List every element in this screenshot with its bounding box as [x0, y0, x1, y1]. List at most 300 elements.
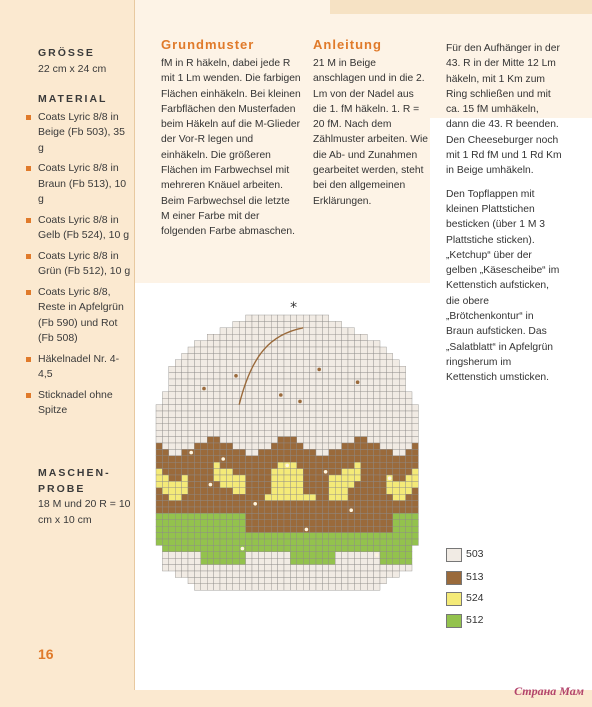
chart-cell: [226, 520, 232, 526]
chart-cell: [271, 552, 277, 558]
chart-cell: [246, 360, 252, 366]
chart-cell: [233, 424, 239, 430]
chart-cell: [380, 405, 386, 411]
chart-cell: [258, 392, 264, 398]
chart-cell: [374, 539, 380, 545]
chart-cell: [342, 456, 348, 462]
chart-cell: [303, 373, 309, 379]
chart-cell: [207, 501, 213, 507]
chart-cell: [342, 481, 348, 487]
chart-cell: [220, 494, 226, 500]
chart-cell: [246, 411, 252, 417]
chart-cell: [361, 411, 367, 417]
chart-cell: [399, 392, 405, 398]
chart-cell: [303, 488, 309, 494]
chart-cell: [303, 501, 309, 507]
chart-cell: [207, 347, 213, 353]
chart-cell: [169, 469, 175, 475]
chart-cell: [342, 526, 348, 532]
chart-cell: [214, 501, 220, 507]
chart-cell: [406, 513, 412, 519]
chart-cell: [335, 456, 341, 462]
chart-cell: [258, 360, 264, 366]
chart-cell: [226, 584, 232, 590]
chart-cell: [322, 494, 328, 500]
chart-cell: [335, 360, 341, 366]
chart-cell: [246, 321, 252, 327]
chart-cell: [226, 481, 232, 487]
chart-cell: [354, 398, 360, 404]
chart-cell: [284, 475, 290, 481]
chart-cell: [386, 424, 392, 430]
chart-cell: [412, 526, 418, 532]
chart-cell: [348, 520, 354, 526]
chart-cell: [399, 565, 405, 571]
chart-cell: [278, 481, 284, 487]
chart-cell: [284, 577, 290, 583]
chart-cell: [342, 533, 348, 539]
chart-cell: [194, 475, 200, 481]
chart-cell: [348, 379, 354, 385]
chart-cell: [393, 360, 399, 366]
chart-cell: [361, 501, 367, 507]
chart-cell: [182, 456, 188, 462]
chart-cell: [412, 411, 418, 417]
chart-cell: [284, 520, 290, 526]
chart-cell: [156, 501, 162, 507]
chart-cell: [348, 456, 354, 462]
chart-cell: [233, 481, 239, 487]
chart-cell: [335, 392, 341, 398]
chart-cell: [278, 341, 284, 347]
chart-cell: [335, 411, 341, 417]
chart-cell: [188, 488, 194, 494]
chart-cell: [284, 360, 290, 366]
chart-cell: [201, 545, 207, 551]
chart-cell: [297, 520, 303, 526]
chart-cell: [246, 526, 252, 532]
chart-cell: [207, 469, 213, 475]
chart-cell: [310, 437, 316, 443]
chart-cell: [214, 571, 220, 577]
chart-cell: [201, 341, 207, 347]
chart-cell: [380, 353, 386, 359]
chart-cell: [361, 437, 367, 443]
chart-cell: [182, 385, 188, 391]
chart-cell: [258, 430, 264, 436]
chart-cell: [348, 552, 354, 558]
chart-cell: [329, 558, 335, 564]
chart-cell: [284, 373, 290, 379]
chart-cell: [380, 539, 386, 545]
chart-cell: [367, 584, 373, 590]
chart-cell: [162, 392, 168, 398]
chart-cell: [182, 353, 188, 359]
chart-cell: [233, 430, 239, 436]
chart-cell: [290, 513, 296, 519]
chart-cell: [367, 417, 373, 423]
chart-cell: [316, 533, 322, 539]
chart-cell: [201, 513, 207, 519]
chart-cell: [380, 533, 386, 539]
chart-cell: [329, 430, 335, 436]
chart-cell: [194, 398, 200, 404]
chart-cell: [361, 398, 367, 404]
chart-cell: [348, 353, 354, 359]
chart-cell: [156, 533, 162, 539]
chart-cell: [214, 545, 220, 551]
chart-cell: [214, 469, 220, 475]
chart-cell: [271, 443, 277, 449]
material-item: Sticknadel ohne Spitze: [38, 388, 133, 419]
chart-cell: [290, 577, 296, 583]
chart-cell: [393, 475, 399, 481]
chart-cell: [310, 334, 316, 340]
chart-cell: [284, 545, 290, 551]
chart-cell: [239, 481, 245, 487]
chart-cell: [342, 443, 348, 449]
chart-cell: [342, 360, 348, 366]
chart-cell: [182, 449, 188, 455]
groesse-value: 22 cm x 24 cm: [38, 62, 107, 75]
chart-cell: [175, 481, 181, 487]
chart-cell: [290, 334, 296, 340]
chart-cell: [386, 565, 392, 571]
chart-cell: [220, 520, 226, 526]
chart-cell: [169, 430, 175, 436]
chart-cell: [252, 379, 258, 385]
chart-cell: [214, 360, 220, 366]
chart-cell: [406, 392, 412, 398]
chart-cell: [226, 443, 232, 449]
chart-cell: [194, 385, 200, 391]
chart-cell: [386, 443, 392, 449]
chart-cell: [335, 501, 341, 507]
chart-cell: [380, 437, 386, 443]
chart-cell: [188, 430, 194, 436]
chart-cell: [303, 347, 309, 353]
chart-cell: [188, 558, 194, 564]
chart-cell: [220, 481, 226, 487]
chart-cell: [220, 449, 226, 455]
chart-cell: [188, 456, 194, 462]
chart-cell: [310, 475, 316, 481]
chart-cell: [246, 328, 252, 334]
chart-cell: [354, 353, 360, 359]
chart-cell: [412, 533, 418, 539]
chart-cell: [201, 437, 207, 443]
anleitung-text: 21 M in Beige anschlagen und in die 2. Lm von der Nadel aus die 1. fM häkeln. 1. R = 20 fM. Nach dem Zählmuster arbeiten. Wie die Ab- und Zunahmen gearbeitet werden, steht bei den allgemeinen Erklärungen.: [313, 58, 429, 207]
chart-cell: [239, 584, 245, 590]
chart-cell: [406, 526, 412, 532]
chart-cell: [207, 430, 213, 436]
chart-cell: [169, 565, 175, 571]
chart-cell: [316, 328, 322, 334]
chart-cell: [310, 424, 316, 430]
chart-cell: [214, 475, 220, 481]
chart-cell: [169, 552, 175, 558]
chart-cell: [310, 315, 316, 321]
chart-cell: [182, 430, 188, 436]
chart-cell: [175, 545, 181, 551]
chart-cell: [252, 417, 258, 423]
chart-cell: [303, 437, 309, 443]
chart-cell: [297, 360, 303, 366]
chart-cell: [156, 449, 162, 455]
chart-cell: [316, 398, 322, 404]
chart-cell: [220, 443, 226, 449]
chart-cell: [258, 315, 264, 321]
chart-cell: [335, 494, 341, 500]
chart-cell: [374, 411, 380, 417]
chart-cell: [207, 366, 213, 372]
chart-cell: [393, 552, 399, 558]
chart-cell: [348, 539, 354, 545]
chart-cell: [322, 584, 328, 590]
chart-cell: [271, 360, 277, 366]
chart-cell: [412, 456, 418, 462]
chart-cell: [374, 385, 380, 391]
chart-cell: [297, 539, 303, 545]
chart-cell: [162, 526, 168, 532]
chart-cell: [348, 584, 354, 590]
chart-cell: [271, 488, 277, 494]
chart-cell: [310, 488, 316, 494]
chart-cell: [354, 571, 360, 577]
chart-cell: [201, 533, 207, 539]
chart-cell: [252, 584, 258, 590]
chart-cell: [226, 456, 232, 462]
chart-cell: [310, 520, 316, 526]
chart-cell: [374, 558, 380, 564]
chart-cell: [175, 430, 181, 436]
chart-cell: [207, 411, 213, 417]
chart-cell: [278, 456, 284, 462]
chart-cell: [239, 366, 245, 372]
chart-cell: [246, 507, 252, 513]
legend-label: 524: [466, 592, 484, 604]
chart-cell: [361, 565, 367, 571]
chart-cell: [393, 449, 399, 455]
chart-cell: [342, 558, 348, 564]
chart-cell: [271, 398, 277, 404]
chart-cell: [265, 513, 271, 519]
chart-cell: [393, 424, 399, 430]
chart-cell: [374, 545, 380, 551]
chart-cell: [194, 379, 200, 385]
chart-cell: [278, 488, 284, 494]
chart-cell: [226, 360, 232, 366]
chart-cell: [162, 417, 168, 423]
chart-cell: [169, 558, 175, 564]
chart-cell: [322, 501, 328, 507]
chart-cell: [329, 353, 335, 359]
chart-cell: [386, 360, 392, 366]
chart-cell: [265, 405, 271, 411]
chart-cell: [226, 526, 232, 532]
chart-cell: [233, 437, 239, 443]
chart-cell: [194, 366, 200, 372]
chart-cell: [239, 341, 245, 347]
chart-cell: [252, 341, 258, 347]
chart-cell: [162, 545, 168, 551]
chart-cell: [412, 405, 418, 411]
chart-cell: [316, 417, 322, 423]
chart-cell: [162, 533, 168, 539]
chart-cell: [246, 539, 252, 545]
chart-cell: [367, 481, 373, 487]
chart-cell: [265, 488, 271, 494]
chart-cell: [290, 398, 296, 404]
chart-cell: [182, 501, 188, 507]
chart-cell: [399, 385, 405, 391]
chart-cell: [271, 385, 277, 391]
chart-cell: [316, 513, 322, 519]
chart-cell: [322, 385, 328, 391]
chart-cell: [380, 507, 386, 513]
chart-cell: [169, 494, 175, 500]
chart-cell: [278, 526, 284, 532]
chart-cell: [284, 507, 290, 513]
chart-cell: [297, 475, 303, 481]
chart-cell: [310, 449, 316, 455]
chart-cell: [194, 341, 200, 347]
chart-cell: [258, 584, 264, 590]
chart-cell: [226, 565, 232, 571]
chart-cell: [284, 513, 290, 519]
chart-cell: [239, 577, 245, 583]
chart-cell: [182, 462, 188, 468]
chart-cell: [316, 347, 322, 353]
chart-cell: [348, 392, 354, 398]
chart-cell: [406, 558, 412, 564]
chart-cell: [201, 494, 207, 500]
chart-cell: [284, 347, 290, 353]
chart-cell: [297, 321, 303, 327]
chart-cell: [412, 507, 418, 513]
chart-cell: [367, 558, 373, 564]
chart-cell: [175, 379, 181, 385]
chart-cell: [201, 398, 207, 404]
chart-cell: [284, 449, 290, 455]
chart-cell: [246, 353, 252, 359]
chart-cell: [226, 494, 232, 500]
legend-swatch: [446, 614, 462, 628]
chart-cell: [393, 571, 399, 577]
chart-cell: [252, 526, 258, 532]
chart-cell: [233, 552, 239, 558]
chart-cell: [335, 577, 341, 583]
chart-cell: [194, 526, 200, 532]
chart-cell: [310, 417, 316, 423]
chart-cell: [201, 392, 207, 398]
chart-cell: [233, 526, 239, 532]
chart-cell: [207, 571, 213, 577]
page-number: 16: [38, 646, 54, 662]
chart-cell: [342, 513, 348, 519]
chart-cell: [226, 392, 232, 398]
chart-cell: [342, 411, 348, 417]
chart-cell: [169, 475, 175, 481]
chart-cell: [412, 481, 418, 487]
chart-cell: [367, 488, 373, 494]
chart-cell: [406, 481, 412, 487]
chart-cell: [220, 392, 226, 398]
chart-cell: [220, 347, 226, 353]
chart-cell: [310, 533, 316, 539]
chart-cell: [399, 494, 405, 500]
chart-cell: [380, 443, 386, 449]
chart-cell: [188, 475, 194, 481]
chart-cell: [284, 443, 290, 449]
chart-cell: [182, 379, 188, 385]
chart-cell: [271, 373, 277, 379]
chart-cell: [348, 341, 354, 347]
chart-cell: [162, 449, 168, 455]
chart-cell: [162, 411, 168, 417]
chart-cell: [252, 577, 258, 583]
chart-cell: [169, 392, 175, 398]
chart-cell: [175, 558, 181, 564]
chart-cell: [278, 462, 284, 468]
chart-cell: [290, 475, 296, 481]
chart-cell: [290, 424, 296, 430]
chart-cell: [354, 462, 360, 468]
chart-cell: [194, 392, 200, 398]
chart-cell: [239, 456, 245, 462]
chart-cell: [265, 417, 271, 423]
chart-cell: [284, 341, 290, 347]
chart-cell: [214, 558, 220, 564]
chart-cell: [329, 552, 335, 558]
chart-cell: [246, 475, 252, 481]
chart-cell: [265, 366, 271, 372]
chart-cell: [354, 507, 360, 513]
chart-cell: [386, 488, 392, 494]
chart-cell: [310, 373, 316, 379]
chart-cell: [252, 405, 258, 411]
chart-cell: [265, 449, 271, 455]
chart-cell: [412, 443, 418, 449]
chart-cell: [258, 328, 264, 334]
chart-cell: [348, 449, 354, 455]
chart-cell: [207, 507, 213, 513]
chart-cell: [246, 520, 252, 526]
chart-cell: [252, 558, 258, 564]
chart-cell: [175, 360, 181, 366]
chart-cell: [265, 385, 271, 391]
chart-cell: [335, 539, 341, 545]
chart-cell: [399, 366, 405, 372]
chart-cell: [399, 417, 405, 423]
chart-cell: [342, 341, 348, 347]
chart-cell: [182, 411, 188, 417]
chart-cell: [214, 552, 220, 558]
chart-cell: [156, 405, 162, 411]
chart-cell: [156, 443, 162, 449]
chart-cell: [226, 398, 232, 404]
chart-cell: [175, 392, 181, 398]
chart-cell: [393, 481, 399, 487]
chart-cell: [329, 347, 335, 353]
chart-cell: [367, 456, 373, 462]
chart-cell: [386, 437, 392, 443]
chart-cell: [162, 513, 168, 519]
chart-cell: [233, 539, 239, 545]
chart-cell: [361, 558, 367, 564]
chart-cell: [316, 494, 322, 500]
chart-cell: [316, 353, 322, 359]
